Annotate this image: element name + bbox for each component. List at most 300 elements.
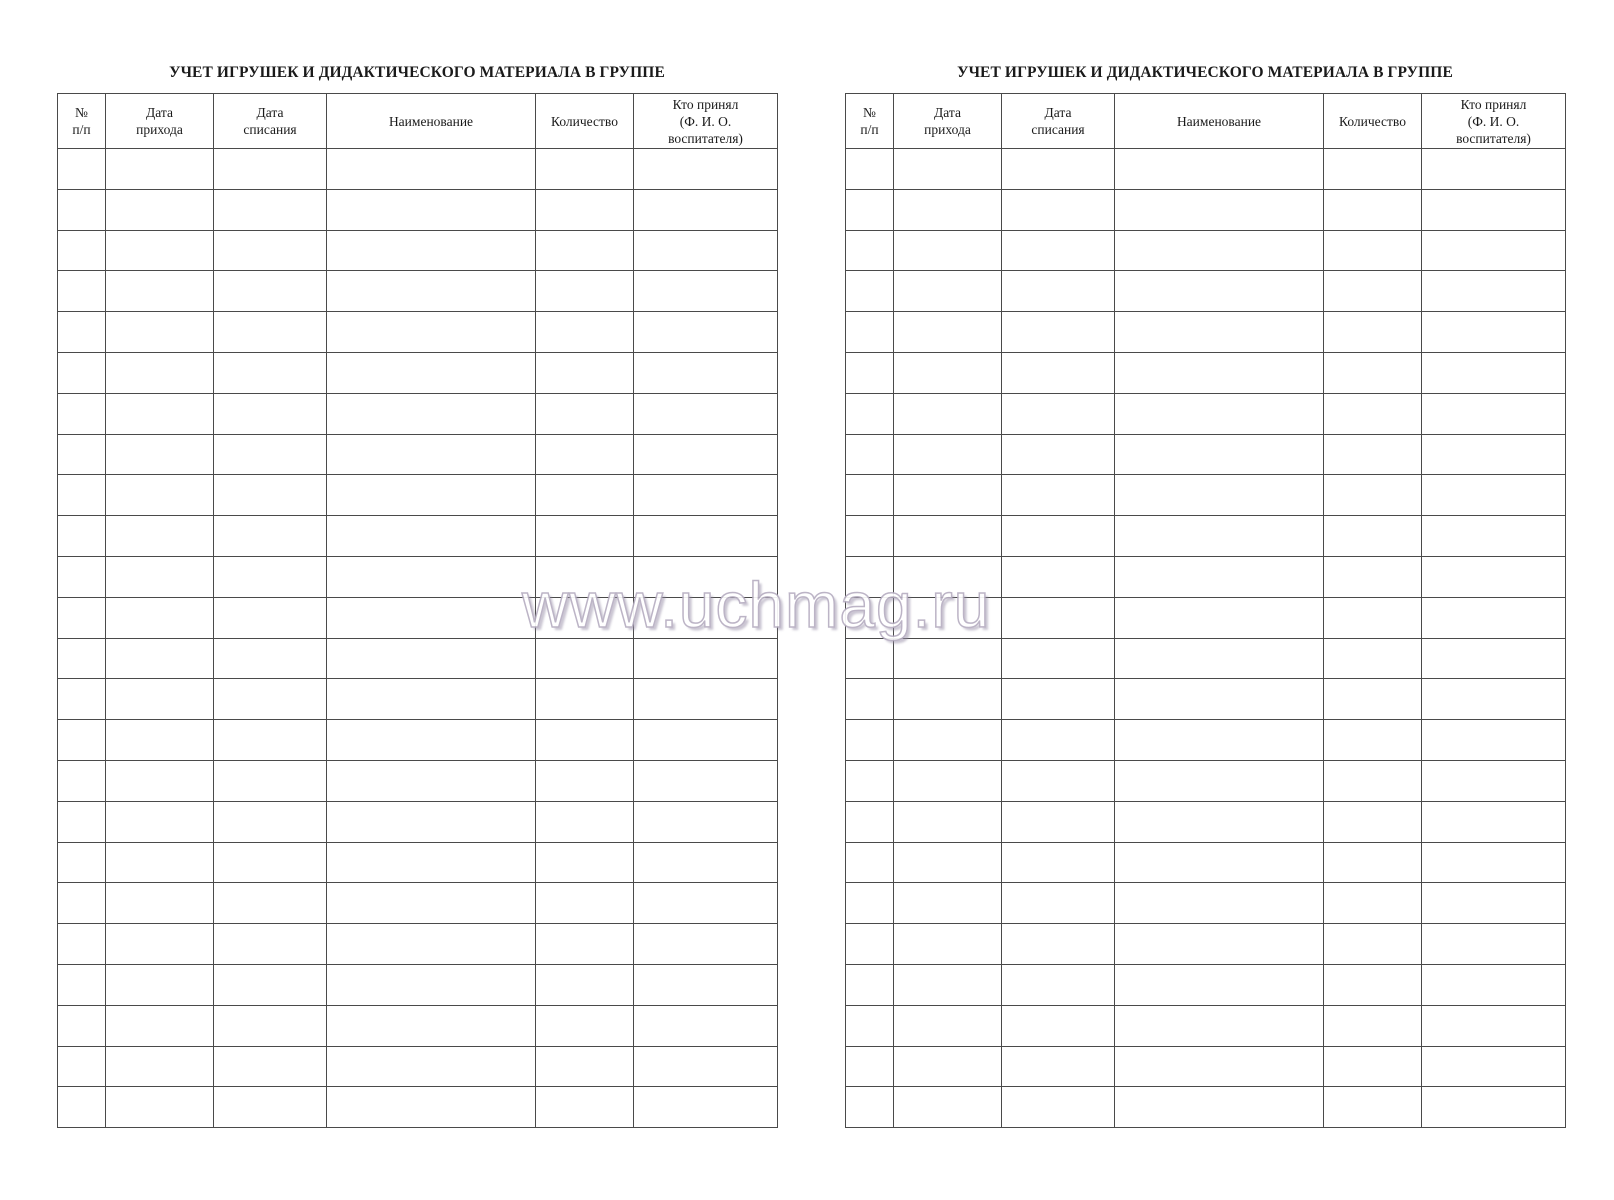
table-cell[interactable] <box>327 842 536 883</box>
table-cell[interactable] <box>58 924 106 965</box>
table-cell[interactable] <box>327 964 536 1005</box>
table-cell[interactable] <box>327 393 536 434</box>
table-cell[interactable] <box>846 189 894 230</box>
table-cell[interactable] <box>1422 516 1566 557</box>
table-cell[interactable] <box>1422 556 1566 597</box>
table-cell[interactable] <box>536 679 634 720</box>
table-cell[interactable] <box>327 516 536 557</box>
table-cell[interactable] <box>327 679 536 720</box>
table-cell[interactable] <box>536 1087 634 1128</box>
table-cell[interactable] <box>894 1087 1002 1128</box>
table-cell[interactable] <box>846 271 894 312</box>
table-cell[interactable] <box>536 842 634 883</box>
table-cell[interactable] <box>214 720 327 761</box>
table-cell[interactable] <box>894 1046 1002 1087</box>
table-cell[interactable] <box>1324 475 1422 516</box>
table-cell[interactable] <box>1002 883 1115 924</box>
table-cell[interactable] <box>1324 842 1422 883</box>
table-cell[interactable] <box>106 883 214 924</box>
table-cell[interactable] <box>327 883 536 924</box>
table-cell[interactable] <box>58 1046 106 1087</box>
table-cell[interactable] <box>894 760 1002 801</box>
table-cell[interactable] <box>1324 597 1422 638</box>
table-cell[interactable] <box>846 1005 894 1046</box>
table-cell[interactable] <box>846 475 894 516</box>
table-cell[interactable] <box>634 1046 778 1087</box>
table-cell[interactable] <box>1324 312 1422 353</box>
table-cell[interactable] <box>846 434 894 475</box>
left-page <box>57 62 777 1128</box>
table-cell[interactable] <box>1115 189 1324 230</box>
table-cell[interactable] <box>846 720 894 761</box>
table-cell[interactable] <box>634 434 778 475</box>
table-cell[interactable] <box>327 638 536 679</box>
table-cell[interactable] <box>1324 638 1422 679</box>
table-cell[interactable] <box>214 230 327 271</box>
table-cell[interactable] <box>846 760 894 801</box>
table-cell[interactable] <box>1422 720 1566 761</box>
table-cell[interactable] <box>58 638 106 679</box>
table-cell[interactable] <box>1002 271 1115 312</box>
table-cell[interactable] <box>846 149 894 190</box>
table-cell[interactable] <box>536 516 634 557</box>
table-cell[interactable] <box>1422 149 1566 190</box>
table-cell[interactable] <box>846 312 894 353</box>
table-cell[interactable] <box>1002 149 1115 190</box>
table-cell[interactable] <box>214 1087 327 1128</box>
table-cell[interactable] <box>1115 1087 1324 1128</box>
table-cell[interactable] <box>894 434 1002 475</box>
table-cell[interactable] <box>106 964 214 1005</box>
table-cell[interactable] <box>894 842 1002 883</box>
table-cell[interactable] <box>1422 883 1566 924</box>
table-cell[interactable] <box>634 189 778 230</box>
table-cell[interactable] <box>327 475 536 516</box>
table-cell[interactable] <box>1115 679 1324 720</box>
header-line: Дата <box>934 105 961 120</box>
table-cell[interactable] <box>1115 760 1324 801</box>
table-cell[interactable] <box>1422 189 1566 230</box>
table-cell[interactable] <box>58 679 106 720</box>
table-cell[interactable] <box>1324 801 1422 842</box>
table-cell[interactable] <box>214 475 327 516</box>
table-cell[interactable] <box>894 475 1002 516</box>
table-cell[interactable] <box>1115 883 1324 924</box>
table-cell[interactable] <box>327 230 536 271</box>
table-cell[interactable] <box>634 801 778 842</box>
table-cell[interactable] <box>1324 230 1422 271</box>
table-cell[interactable] <box>1324 720 1422 761</box>
table-row <box>58 924 778 965</box>
table-cell[interactable] <box>214 801 327 842</box>
table-cell[interactable] <box>214 1046 327 1087</box>
table-cell[interactable] <box>846 964 894 1005</box>
table-cell[interactable] <box>1422 679 1566 720</box>
table-cell[interactable] <box>1422 434 1566 475</box>
table-cell[interactable] <box>536 760 634 801</box>
table-cell[interactable] <box>214 1005 327 1046</box>
table-cell[interactable] <box>894 189 1002 230</box>
table-cell[interactable] <box>1422 638 1566 679</box>
table-cell[interactable] <box>1002 760 1115 801</box>
table-cell[interactable] <box>1002 434 1115 475</box>
table-cell[interactable] <box>1115 924 1324 965</box>
table-cell[interactable] <box>1002 312 1115 353</box>
table-cell[interactable] <box>536 312 634 353</box>
table-cell[interactable] <box>894 638 1002 679</box>
table-row <box>58 393 778 434</box>
table-cell[interactable] <box>1002 720 1115 761</box>
table-cell[interactable] <box>634 883 778 924</box>
watermark: www.uchmag.ru <box>522 569 991 641</box>
table-cell[interactable] <box>1324 189 1422 230</box>
table-cell[interactable] <box>1115 393 1324 434</box>
table-cell[interactable] <box>106 842 214 883</box>
table-cell[interactable] <box>1115 597 1324 638</box>
table-cell[interactable] <box>1422 597 1566 638</box>
table-cell[interactable] <box>1422 393 1566 434</box>
table-cell[interactable] <box>327 1087 536 1128</box>
table-cell[interactable] <box>58 801 106 842</box>
table-cell[interactable] <box>1324 1005 1422 1046</box>
table-cell[interactable] <box>58 434 106 475</box>
table-cell[interactable] <box>1115 475 1324 516</box>
table-cell[interactable] <box>106 760 214 801</box>
header-row <box>846 94 1566 149</box>
table-cell[interactable] <box>1422 1046 1566 1087</box>
table-cell[interactable] <box>327 271 536 312</box>
table-cell[interactable] <box>536 271 634 312</box>
table-cell[interactable] <box>1422 924 1566 965</box>
table-cell[interactable] <box>1002 801 1115 842</box>
table-cell[interactable] <box>1115 516 1324 557</box>
table-cell[interactable] <box>1115 352 1324 393</box>
table-cell[interactable] <box>106 638 214 679</box>
table-cell[interactable] <box>1115 556 1324 597</box>
table-cell[interactable] <box>1115 1046 1324 1087</box>
table-cell[interactable] <box>1002 924 1115 965</box>
table-cell[interactable] <box>634 312 778 353</box>
table-cell[interactable] <box>536 720 634 761</box>
header-line: прихода <box>924 122 971 137</box>
table-cell[interactable] <box>846 597 894 638</box>
table-cell[interactable] <box>106 393 214 434</box>
table-cell[interactable] <box>58 597 106 638</box>
table-row <box>846 475 1566 516</box>
table-cell[interactable] <box>106 434 214 475</box>
table-cell[interactable] <box>536 1046 634 1087</box>
header-line: Наименование <box>388 113 474 129</box>
table-cell[interactable] <box>327 556 536 597</box>
table-cell[interactable] <box>536 924 634 965</box>
table-cell[interactable] <box>1422 230 1566 271</box>
table-cell[interactable] <box>536 149 634 190</box>
table-cell[interactable] <box>327 720 536 761</box>
table-cell[interactable] <box>536 230 634 271</box>
table-cell[interactable] <box>846 638 894 679</box>
table-cell[interactable] <box>634 230 778 271</box>
table-cell[interactable] <box>58 556 106 597</box>
table-cell[interactable] <box>1002 842 1115 883</box>
table-cell[interactable] <box>634 679 778 720</box>
table-cell[interactable] <box>58 1087 106 1128</box>
table-row <box>58 638 778 679</box>
table-cell[interactable] <box>1422 760 1566 801</box>
table-cell[interactable] <box>58 393 106 434</box>
table-cell[interactable] <box>106 720 214 761</box>
table-cell[interactable] <box>214 760 327 801</box>
table-cell[interactable] <box>58 1005 106 1046</box>
table-cell[interactable] <box>536 1005 634 1046</box>
table-cell[interactable] <box>106 597 214 638</box>
table-cell[interactable] <box>536 189 634 230</box>
table-cell[interactable] <box>1422 475 1566 516</box>
table-cell[interactable] <box>58 230 106 271</box>
table-cell[interactable] <box>1115 434 1324 475</box>
table-cell[interactable] <box>327 312 536 353</box>
table-cell[interactable] <box>1115 271 1324 312</box>
table-cell[interactable] <box>214 312 327 353</box>
table-cell[interactable] <box>1002 1046 1115 1087</box>
table-cell[interactable] <box>894 679 1002 720</box>
table-cell[interactable] <box>106 1087 214 1128</box>
table-cell[interactable] <box>327 801 536 842</box>
table-cell[interactable] <box>634 352 778 393</box>
table-cell[interactable] <box>214 638 327 679</box>
table-cell[interactable] <box>634 597 778 638</box>
table-cell[interactable] <box>894 271 1002 312</box>
table-cell[interactable] <box>846 842 894 883</box>
table-cell[interactable] <box>214 679 327 720</box>
table-cell[interactable] <box>536 801 634 842</box>
table-cell[interactable] <box>634 1087 778 1128</box>
table-cell[interactable] <box>106 516 214 557</box>
table-cell[interactable] <box>1002 597 1115 638</box>
table-cell[interactable] <box>536 597 634 638</box>
table-cell[interactable] <box>214 434 327 475</box>
table-cell[interactable] <box>214 883 327 924</box>
table-cell[interactable] <box>214 924 327 965</box>
table-cell[interactable] <box>214 189 327 230</box>
table-cell[interactable] <box>214 842 327 883</box>
table-cell[interactable] <box>846 556 894 597</box>
table-cell[interactable] <box>1002 352 1115 393</box>
table-cell[interactable] <box>536 352 634 393</box>
table-cell[interactable] <box>1115 964 1324 1005</box>
table-cell[interactable] <box>1115 638 1324 679</box>
table-cell[interactable] <box>106 230 214 271</box>
table-cell[interactable] <box>214 352 327 393</box>
table-cell[interactable] <box>1002 964 1115 1005</box>
table-cell[interactable] <box>58 883 106 924</box>
table-cell[interactable] <box>536 475 634 516</box>
table-cell[interactable] <box>846 801 894 842</box>
table-cell[interactable] <box>894 556 1002 597</box>
table-cell[interactable] <box>1002 516 1115 557</box>
table-cell[interactable] <box>846 352 894 393</box>
table-cell[interactable] <box>894 964 1002 1005</box>
table-cell[interactable] <box>1002 1087 1115 1128</box>
table-cell[interactable] <box>634 271 778 312</box>
table-cell[interactable] <box>106 149 214 190</box>
table-cell[interactable] <box>536 393 634 434</box>
table-cell[interactable] <box>106 352 214 393</box>
table-cell[interactable] <box>106 271 214 312</box>
table-cell[interactable] <box>1324 924 1422 965</box>
table-cell[interactable] <box>58 475 106 516</box>
table-cell[interactable] <box>58 312 106 353</box>
table-cell[interactable] <box>58 352 106 393</box>
table-cell[interactable] <box>58 760 106 801</box>
table-cell[interactable] <box>58 149 106 190</box>
table-cell[interactable] <box>1422 964 1566 1005</box>
table-cell[interactable] <box>846 883 894 924</box>
table-cell[interactable] <box>106 924 214 965</box>
table-cell[interactable] <box>327 149 536 190</box>
table-cell[interactable] <box>894 720 1002 761</box>
table-cell[interactable] <box>327 189 536 230</box>
table-cell[interactable] <box>1115 720 1324 761</box>
table-cell[interactable] <box>1115 312 1324 353</box>
table-cell[interactable] <box>1324 516 1422 557</box>
table-cell[interactable] <box>1324 393 1422 434</box>
table-cell[interactable] <box>1324 883 1422 924</box>
table-cell[interactable] <box>846 1087 894 1128</box>
table-cell[interactable] <box>58 189 106 230</box>
table-cell[interactable] <box>1115 149 1324 190</box>
table-cell[interactable] <box>536 883 634 924</box>
table-cell[interactable] <box>1324 271 1422 312</box>
table-cell[interactable] <box>846 679 894 720</box>
table-cell[interactable] <box>214 964 327 1005</box>
table-cell[interactable] <box>214 149 327 190</box>
table-cell[interactable] <box>1002 638 1115 679</box>
table-row <box>846 189 1566 230</box>
table-cell[interactable] <box>106 475 214 516</box>
table-cell[interactable] <box>634 760 778 801</box>
table-cell[interactable] <box>1324 352 1422 393</box>
table-cell[interactable] <box>106 189 214 230</box>
table-cell[interactable] <box>106 1005 214 1046</box>
table-cell[interactable] <box>634 149 778 190</box>
table-cell[interactable] <box>58 720 106 761</box>
table-cell[interactable] <box>58 842 106 883</box>
table-cell[interactable] <box>1324 1046 1422 1087</box>
table-cell[interactable] <box>1115 1005 1324 1046</box>
table-cell[interactable] <box>894 352 1002 393</box>
table-cell[interactable] <box>894 393 1002 434</box>
table-cell[interactable] <box>1324 1087 1422 1128</box>
table-cell[interactable] <box>106 1046 214 1087</box>
table-cell[interactable] <box>1002 230 1115 271</box>
table-cell[interactable] <box>634 720 778 761</box>
table-cell[interactable] <box>536 434 634 475</box>
table-cell[interactable] <box>58 964 106 1005</box>
table-cell[interactable] <box>634 1005 778 1046</box>
table-cell[interactable] <box>214 393 327 434</box>
table-cell[interactable] <box>1324 964 1422 1005</box>
table-cell[interactable] <box>536 964 634 1005</box>
table-cell[interactable] <box>634 924 778 965</box>
table-cell[interactable] <box>327 1046 536 1087</box>
table-cell[interactable] <box>327 352 536 393</box>
table-cell[interactable] <box>894 801 1002 842</box>
table-cell[interactable] <box>634 393 778 434</box>
table-cell[interactable] <box>634 475 778 516</box>
table-cell[interactable] <box>327 924 536 965</box>
table-cell[interactable] <box>846 393 894 434</box>
table-cell[interactable] <box>1422 1005 1566 1046</box>
table-cell[interactable] <box>327 597 536 638</box>
table-cell[interactable] <box>327 760 536 801</box>
table-row <box>846 1087 1566 1128</box>
table-cell[interactable] <box>846 230 894 271</box>
table-cell[interactable] <box>1324 149 1422 190</box>
table-cell[interactable] <box>327 434 536 475</box>
table-cell[interactable] <box>1324 679 1422 720</box>
table-cell[interactable] <box>634 842 778 883</box>
table-cell[interactable] <box>634 556 778 597</box>
table-cell[interactable] <box>1324 434 1422 475</box>
table-cell[interactable] <box>327 1005 536 1046</box>
table-cell[interactable] <box>846 1046 894 1087</box>
table-cell[interactable] <box>1002 1005 1115 1046</box>
table-cell[interactable] <box>846 516 894 557</box>
table-cell[interactable] <box>536 638 634 679</box>
table-cell[interactable] <box>58 271 106 312</box>
table-cell[interactable] <box>1115 842 1324 883</box>
table-cell[interactable] <box>1115 801 1324 842</box>
table-cell[interactable] <box>1422 271 1566 312</box>
table-cell[interactable] <box>894 516 1002 557</box>
table-cell[interactable] <box>894 883 1002 924</box>
table-cell[interactable] <box>894 230 1002 271</box>
table-cell[interactable] <box>1422 1087 1566 1128</box>
table-cell[interactable] <box>106 312 214 353</box>
table-cell[interactable] <box>106 556 214 597</box>
table-cell[interactable] <box>106 679 214 720</box>
table-cell[interactable] <box>58 516 106 557</box>
table-cell[interactable] <box>214 556 327 597</box>
table-cell[interactable] <box>1002 475 1115 516</box>
table-cell[interactable] <box>106 801 214 842</box>
table-cell[interactable] <box>1002 393 1115 434</box>
table-cell[interactable] <box>1422 352 1566 393</box>
table-cell[interactable] <box>1002 556 1115 597</box>
table-cell[interactable] <box>634 638 778 679</box>
table-cell[interactable] <box>214 516 327 557</box>
table-cell[interactable] <box>1422 842 1566 883</box>
table-cell[interactable] <box>894 924 1002 965</box>
table-cell[interactable] <box>894 597 1002 638</box>
table-cell[interactable] <box>1002 189 1115 230</box>
table-cell[interactable] <box>1115 230 1324 271</box>
table-cell[interactable] <box>894 312 1002 353</box>
table-cell[interactable] <box>894 149 1002 190</box>
table-cell[interactable] <box>634 516 778 557</box>
table-cell[interactable] <box>1324 760 1422 801</box>
table-cell[interactable] <box>536 556 634 597</box>
table-cell[interactable] <box>894 1005 1002 1046</box>
table-cell[interactable] <box>1422 801 1566 842</box>
table-cell[interactable] <box>1324 556 1422 597</box>
table-cell[interactable] <box>634 964 778 1005</box>
table-cell[interactable] <box>1002 679 1115 720</box>
table-cell[interactable] <box>214 271 327 312</box>
table-cell[interactable] <box>846 924 894 965</box>
table-cell[interactable] <box>1422 312 1566 353</box>
table-cell[interactable] <box>214 597 327 638</box>
